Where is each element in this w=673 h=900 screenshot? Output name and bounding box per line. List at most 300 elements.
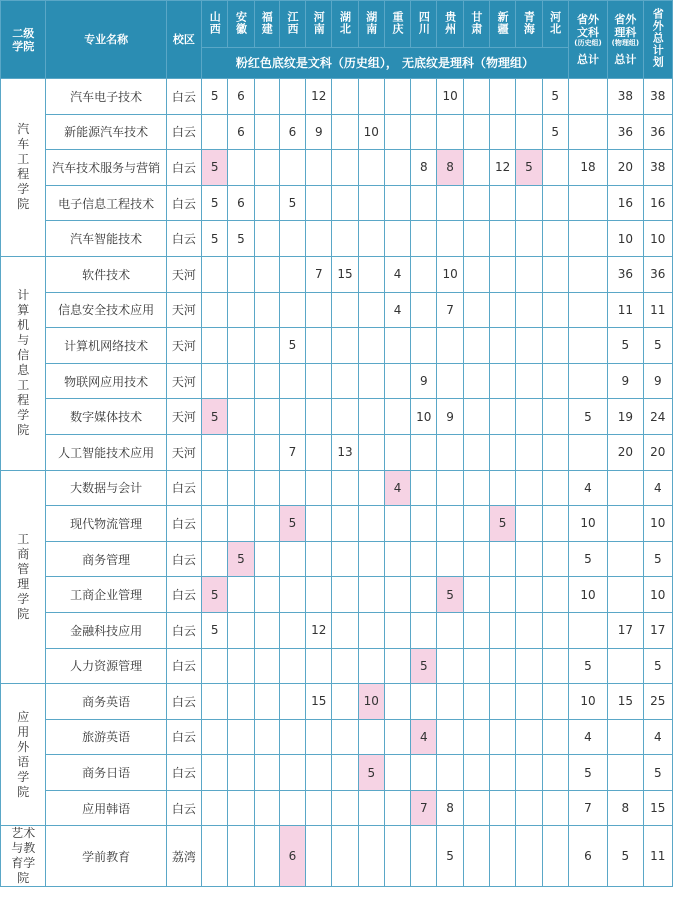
sci-total-cell: 15	[608, 684, 643, 720]
quota-cell: 5	[202, 185, 228, 221]
quota-cell	[384, 612, 410, 648]
quota-cell	[411, 221, 437, 257]
quota-cell	[332, 755, 358, 791]
quota-cell	[437, 114, 463, 150]
quota-cell	[228, 648, 254, 684]
quota-cell	[463, 719, 489, 755]
major-header: 专业名称	[46, 1, 166, 79]
quota-cell: 5	[437, 577, 463, 613]
campus-cell: 白云	[166, 506, 201, 542]
quota-cell	[306, 755, 332, 791]
quota-cell	[228, 719, 254, 755]
quota-cell	[516, 506, 542, 542]
quota-cell	[332, 114, 358, 150]
quota-cell	[516, 541, 542, 577]
total-total-cell: 10	[643, 221, 672, 257]
campus-cell: 天河	[166, 256, 201, 292]
campus-cell: 白云	[166, 648, 201, 684]
major-cell: 商务管理	[46, 541, 166, 577]
quota-cell	[489, 185, 515, 221]
quota-cell: 8	[437, 150, 463, 186]
total-total-cell: 15	[643, 790, 672, 826]
quota-cell	[463, 826, 489, 887]
quota-cell	[489, 399, 515, 435]
total-total-cell: 9	[643, 363, 672, 399]
quota-cell	[254, 577, 279, 613]
major-cell: 汽车智能技术	[46, 221, 166, 257]
table-row	[1, 434, 673, 470]
quota-cell	[411, 328, 437, 364]
quota-cell	[254, 150, 279, 186]
major-cell: 人工智能技术应用	[46, 434, 166, 470]
campus-cell: 白云	[166, 790, 201, 826]
quota-cell	[463, 150, 489, 186]
major-cell: 旅游英语	[46, 719, 166, 755]
sci-total-cell: 11	[608, 292, 643, 328]
province-header: 湖南	[358, 1, 384, 48]
quota-cell	[332, 328, 358, 364]
quota-cell	[463, 684, 489, 720]
province-header: 江西	[279, 1, 305, 48]
quota-cell	[228, 363, 254, 399]
quota-cell: 5	[279, 506, 305, 542]
quota-cell	[306, 790, 332, 826]
quota-cell	[542, 577, 568, 613]
quota-cell	[516, 577, 542, 613]
arts-total-cell	[568, 612, 607, 648]
campus-cell: 天河	[166, 434, 201, 470]
quota-cell	[542, 150, 568, 186]
quota-cell	[202, 434, 228, 470]
quota-cell	[332, 150, 358, 186]
campus-cell: 白云	[166, 150, 201, 186]
campus-cell: 白云	[166, 79, 201, 115]
total-total-cell: 10	[643, 577, 672, 613]
quota-cell	[384, 114, 410, 150]
quota-cell: 5	[516, 150, 542, 186]
arts-total-cell	[568, 256, 607, 292]
quota-cell	[463, 790, 489, 826]
table-row	[1, 256, 673, 292]
sci-total-cell: 10	[608, 221, 643, 257]
quota-cell	[254, 256, 279, 292]
quota-cell	[489, 434, 515, 470]
quota-cell	[279, 755, 305, 791]
sci-total-cell: 9	[608, 363, 643, 399]
quota-cell	[463, 612, 489, 648]
table-row	[1, 790, 673, 826]
quota-cell	[332, 719, 358, 755]
province-header: 山西	[202, 1, 228, 48]
arts-total-cell	[568, 221, 607, 257]
quota-cell	[437, 363, 463, 399]
quota-cell	[384, 79, 410, 115]
quota-cell: 7	[279, 434, 305, 470]
quota-cell	[516, 328, 542, 364]
major-cell: 数字媒体技术	[46, 399, 166, 435]
quota-cell	[306, 719, 332, 755]
quota-cell	[202, 719, 228, 755]
quota-cell	[437, 506, 463, 542]
quota-cell	[384, 648, 410, 684]
quota-cell	[463, 363, 489, 399]
quota-cell	[516, 114, 542, 150]
quota-cell: 6	[228, 114, 254, 150]
grand-total-header: 省外总计划	[643, 1, 672, 79]
quota-cell	[332, 648, 358, 684]
campus-header: 校区	[166, 1, 201, 79]
total-total-cell: 17	[643, 612, 672, 648]
arts-total-cell: 7	[568, 790, 607, 826]
quota-cell	[254, 648, 279, 684]
quota-cell	[358, 577, 384, 613]
campus-cell: 天河	[166, 292, 201, 328]
quota-cell: 6	[279, 114, 305, 150]
quota-cell	[358, 79, 384, 115]
quota-cell	[254, 79, 279, 115]
quota-cell	[358, 328, 384, 364]
quota-cell	[463, 577, 489, 613]
quota-cell	[332, 185, 358, 221]
quota-cell: 6	[279, 826, 305, 887]
quota-cell: 8	[437, 790, 463, 826]
total-total-cell: 5	[643, 328, 672, 364]
sci-total-cell	[608, 506, 643, 542]
quota-cell	[411, 541, 437, 577]
quota-cell	[332, 790, 358, 826]
quota-cell	[542, 719, 568, 755]
quota-cell: 5	[279, 328, 305, 364]
major-cell: 计算机网络技术	[46, 328, 166, 364]
quota-cell	[332, 399, 358, 435]
sci-total-cell	[608, 648, 643, 684]
quota-cell	[228, 790, 254, 826]
total-total-cell: 36	[643, 114, 672, 150]
quota-cell	[332, 506, 358, 542]
quota-cell	[228, 256, 254, 292]
sci-total-cell	[608, 755, 643, 791]
quota-cell	[279, 612, 305, 648]
quota-cell	[516, 612, 542, 648]
quota-cell: 4	[384, 292, 410, 328]
quota-cell: 7	[437, 292, 463, 328]
quota-cell	[306, 470, 332, 506]
quota-cell	[542, 185, 568, 221]
table-row	[1, 79, 673, 115]
college-cell	[1, 826, 46, 887]
quota-cell: 6	[228, 79, 254, 115]
quota-cell	[411, 826, 437, 887]
total-total-cell: 36	[643, 256, 672, 292]
campus-cell: 白云	[166, 755, 201, 791]
quota-cell	[228, 292, 254, 328]
quota-cell	[437, 719, 463, 755]
quota-cell	[463, 114, 489, 150]
quota-cell	[542, 612, 568, 648]
quota-cell	[542, 755, 568, 791]
sci-total-cell: 38	[608, 79, 643, 115]
arts-total-cell	[568, 292, 607, 328]
quota-cell	[279, 399, 305, 435]
quota-cell	[516, 470, 542, 506]
quota-cell	[542, 541, 568, 577]
quota-cell	[279, 577, 305, 613]
quota-cell	[489, 292, 515, 328]
campus-cell: 白云	[166, 577, 201, 613]
table-row	[1, 470, 673, 506]
quota-cell	[489, 612, 515, 648]
quota-cell: 7	[411, 790, 437, 826]
quota-cell	[306, 363, 332, 399]
sci-total-cell: 5	[608, 826, 643, 887]
province-header: 河北	[542, 1, 568, 48]
quota-cell	[516, 79, 542, 115]
quota-cell	[516, 363, 542, 399]
quota-cell	[306, 577, 332, 613]
province-header: 青海	[516, 1, 542, 48]
quota-cell	[463, 328, 489, 364]
quota-cell	[202, 506, 228, 542]
arts-total-cell: 4	[568, 719, 607, 755]
quota-cell	[516, 256, 542, 292]
quota-cell	[516, 684, 542, 720]
quota-cell	[437, 612, 463, 648]
quota-cell: 9	[437, 399, 463, 435]
province-header: 贵州	[437, 1, 463, 48]
quota-cell	[332, 470, 358, 506]
sci-total-cell: 19	[608, 399, 643, 435]
quota-cell	[228, 506, 254, 542]
quota-cell	[516, 185, 542, 221]
quota-cell	[306, 150, 332, 186]
arts-total-cell	[568, 185, 607, 221]
college-name: 应用外语学院	[17, 709, 30, 799]
quota-cell	[202, 292, 228, 328]
quota-cell	[254, 826, 279, 887]
quota-cell	[358, 150, 384, 186]
quota-cell	[254, 114, 279, 150]
sci-total-cell: 20	[608, 434, 643, 470]
major-cell: 工商企业管理	[46, 577, 166, 613]
sci-total-cell: 36	[608, 256, 643, 292]
quota-cell: 5	[202, 79, 228, 115]
sci-total-cell	[608, 577, 643, 613]
major-cell: 大数据与会计	[46, 470, 166, 506]
quota-cell	[411, 79, 437, 115]
quota-cell	[516, 434, 542, 470]
quota-cell	[228, 577, 254, 613]
sci-total-cell	[608, 719, 643, 755]
quota-cell	[254, 506, 279, 542]
quota-cell	[254, 755, 279, 791]
total-total-cell: 24	[643, 399, 672, 435]
quota-cell	[411, 434, 437, 470]
table-row	[1, 577, 673, 613]
legend-note: 粉红色底纹是文科（历史组）， 无底纹是理科（物理组）	[202, 48, 569, 79]
quota-cell	[254, 790, 279, 826]
quota-cell	[358, 612, 384, 648]
quota-cell	[542, 221, 568, 257]
total-total-cell: 11	[643, 292, 672, 328]
campus-cell: 白云	[166, 541, 201, 577]
quota-cell	[384, 434, 410, 470]
quota-cell	[542, 506, 568, 542]
quota-cell: 5	[202, 221, 228, 257]
quota-cell	[516, 719, 542, 755]
quota-cell	[306, 826, 332, 887]
province-header: 新疆	[489, 1, 515, 48]
province-header: 河南	[306, 1, 332, 48]
quota-cell	[384, 185, 410, 221]
quota-cell	[384, 328, 410, 364]
campus-cell: 白云	[166, 470, 201, 506]
quota-cell	[202, 256, 228, 292]
quota-cell	[542, 648, 568, 684]
quota-cell	[228, 826, 254, 887]
quota-cell	[437, 470, 463, 506]
quota-cell	[411, 612, 437, 648]
total-total-cell: 38	[643, 79, 672, 115]
quota-cell	[306, 328, 332, 364]
quota-cell	[463, 185, 489, 221]
arts-total-cell: 6	[568, 826, 607, 887]
quota-cell: 4	[384, 256, 410, 292]
total-total-cell: 10	[643, 506, 672, 542]
quota-cell	[332, 684, 358, 720]
quota-cell	[358, 648, 384, 684]
quota-cell	[358, 221, 384, 257]
quota-cell	[542, 434, 568, 470]
quota-cell	[542, 292, 568, 328]
total-total-cell: 25	[643, 684, 672, 720]
total-total-cell: 16	[643, 185, 672, 221]
quota-cell	[202, 363, 228, 399]
quota-cell: 5	[437, 826, 463, 887]
quota-cell: 5	[411, 648, 437, 684]
quota-cell	[332, 79, 358, 115]
quota-cell	[489, 684, 515, 720]
quota-cell: 10	[358, 114, 384, 150]
major-cell: 应用韩语	[46, 790, 166, 826]
table-body	[1, 79, 673, 887]
quota-cell	[489, 577, 515, 613]
quota-cell: 4	[411, 719, 437, 755]
quota-cell	[358, 826, 384, 887]
quota-cell	[463, 755, 489, 791]
quota-cell: 9	[411, 363, 437, 399]
quota-cell: 5	[202, 150, 228, 186]
quota-cell	[411, 755, 437, 791]
arts-total-cell: 5	[568, 648, 607, 684]
quota-cell: 15	[306, 684, 332, 720]
quota-cell	[332, 826, 358, 887]
quota-cell	[384, 719, 410, 755]
major-cell: 金融科技应用	[46, 612, 166, 648]
quota-cell	[411, 114, 437, 150]
province-header: 安徽	[228, 1, 254, 48]
quota-cell	[279, 541, 305, 577]
quota-cell	[358, 256, 384, 292]
total-total-cell: 5	[643, 755, 672, 791]
quota-cell	[254, 185, 279, 221]
quota-cell	[279, 470, 305, 506]
quota-cell	[358, 790, 384, 826]
quota-cell	[384, 399, 410, 435]
quota-cell	[254, 399, 279, 435]
quota-cell	[202, 755, 228, 791]
quota-cell	[463, 256, 489, 292]
quota-cell	[279, 256, 305, 292]
quota-cell	[489, 826, 515, 887]
quota-cell: 5	[542, 79, 568, 115]
quota-cell	[463, 541, 489, 577]
quota-cell	[542, 470, 568, 506]
table-row	[1, 328, 673, 364]
quota-cell	[279, 684, 305, 720]
quota-cell	[516, 221, 542, 257]
quota-cell	[254, 434, 279, 470]
quota-cell	[358, 506, 384, 542]
quota-cell	[542, 684, 568, 720]
quota-cell	[202, 470, 228, 506]
quota-cell: 10	[437, 256, 463, 292]
campus-cell: 白云	[166, 684, 201, 720]
quota-cell	[463, 399, 489, 435]
quota-cell	[358, 541, 384, 577]
quota-cell	[332, 577, 358, 613]
quota-cell	[306, 185, 332, 221]
quota-cell	[437, 755, 463, 791]
quota-cell	[228, 470, 254, 506]
total-total-cell: 20	[643, 434, 672, 470]
quota-cell	[411, 577, 437, 613]
quota-cell	[463, 470, 489, 506]
quota-cell: 15	[332, 256, 358, 292]
header-row	[1, 1, 673, 48]
quota-cell	[306, 506, 332, 542]
quota-cell	[358, 399, 384, 435]
quota-cell	[411, 684, 437, 720]
quota-cell: 7	[306, 256, 332, 292]
quota-cell	[463, 434, 489, 470]
quota-cell	[279, 363, 305, 399]
quota-cell	[542, 363, 568, 399]
arts-total-header: 省外文科 (历史组) 总计	[568, 1, 607, 79]
arts-total-cell	[568, 114, 607, 150]
quota-cell	[306, 648, 332, 684]
campus-cell: 白云	[166, 114, 201, 150]
sci-total-cell: 16	[608, 185, 643, 221]
arts-total-cell	[568, 434, 607, 470]
quota-cell	[542, 328, 568, 364]
quota-cell	[489, 541, 515, 577]
arts-total-cell: 10	[568, 577, 607, 613]
arts-total-cell	[568, 363, 607, 399]
quota-cell	[254, 719, 279, 755]
arts-total-cell: 4	[568, 470, 607, 506]
total-total-cell: 4	[643, 470, 672, 506]
quota-cell	[254, 292, 279, 328]
major-cell: 学前教育	[46, 826, 166, 887]
quota-cell: 5	[202, 612, 228, 648]
quota-cell	[254, 221, 279, 257]
table-row	[1, 648, 673, 684]
campus-cell: 白云	[166, 221, 201, 257]
quota-cell: 6	[228, 185, 254, 221]
sci-total-cell	[608, 541, 643, 577]
table-row	[1, 719, 673, 755]
quota-cell: 8	[411, 150, 437, 186]
